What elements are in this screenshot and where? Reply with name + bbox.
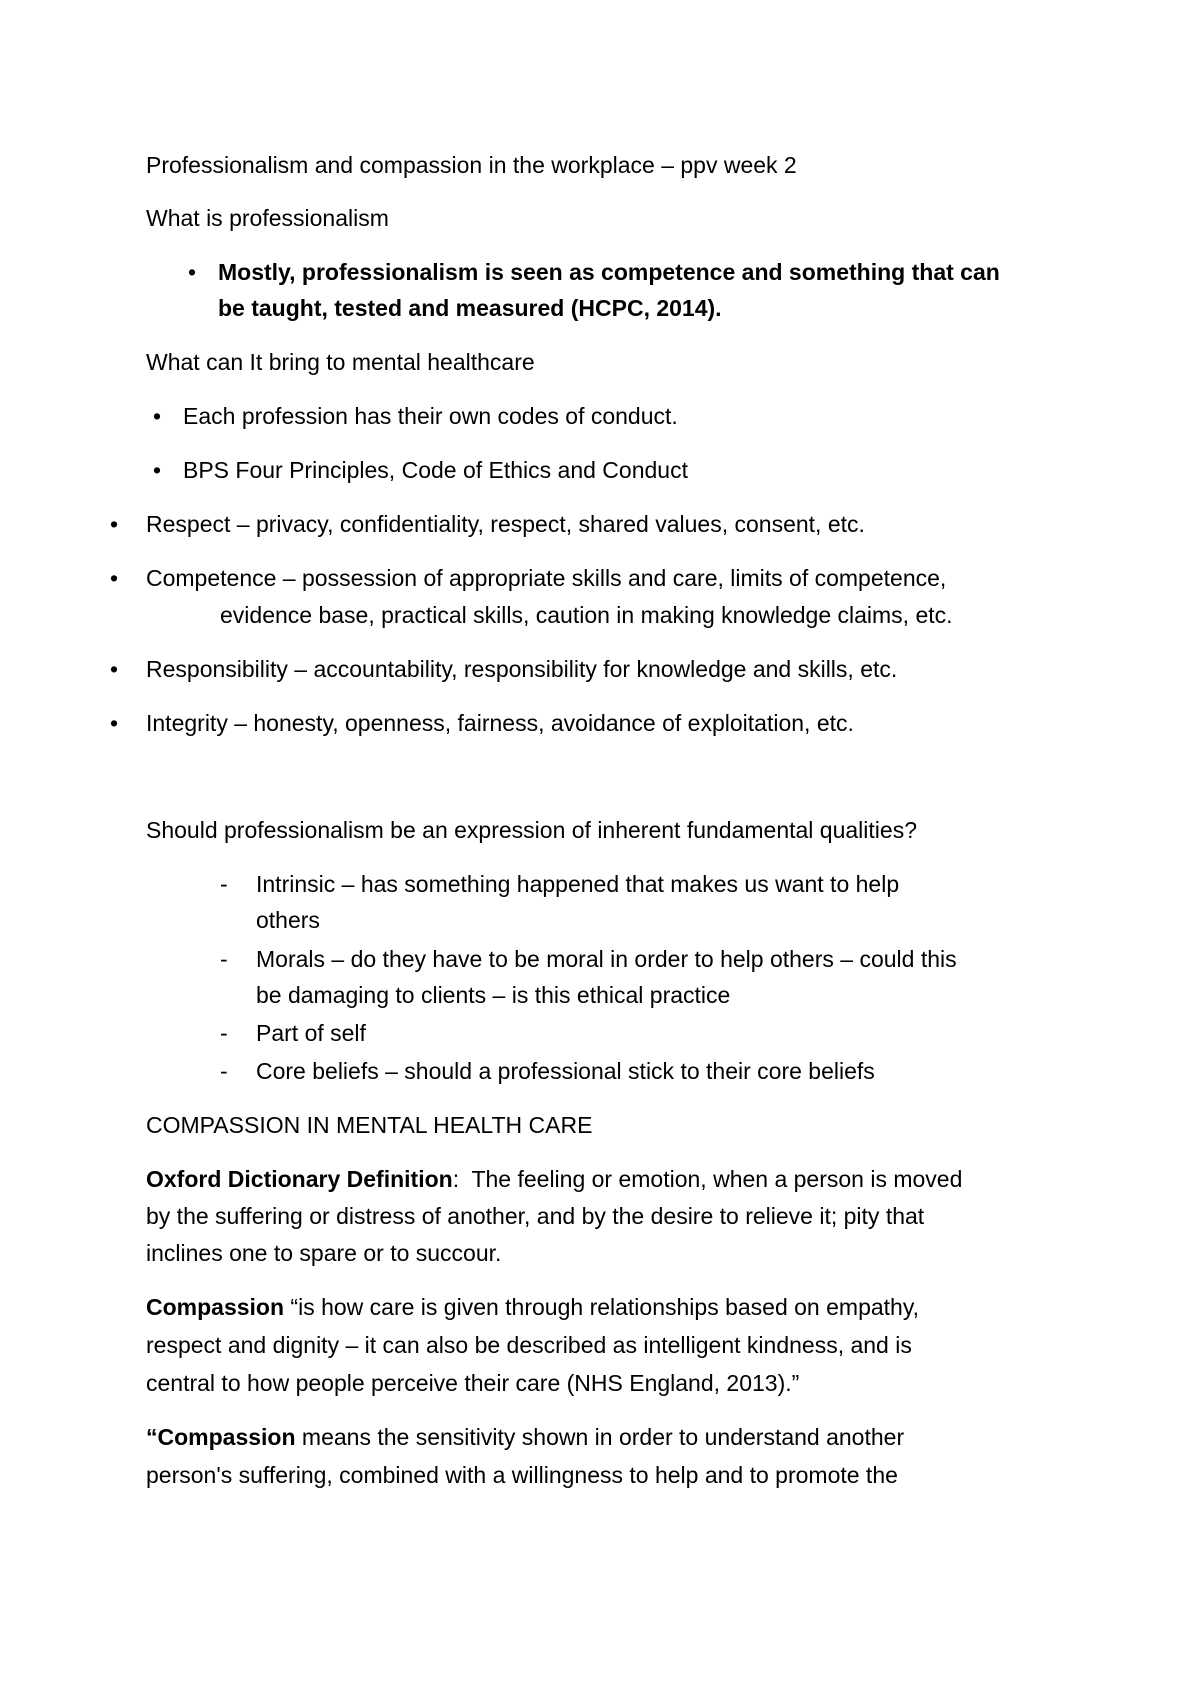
section-heading-compassion: COMPASSION IN MENTAL HEALTH CARE bbox=[146, 1112, 593, 1138]
principle-integrity: Integrity – honesty, openness, fairness, avoidance of exploitation, etc. bbox=[146, 710, 854, 736]
question-what-is-professionalism: What is professionalism bbox=[146, 205, 389, 231]
bold-bullet-line-1: Mostly, professionalism is seen as competence and something that can bbox=[218, 259, 1000, 285]
bullet-symbol: • bbox=[110, 511, 119, 537]
nhs-definition-line-1 bbox=[146, 1292, 919, 1322]
dash-item-core-beliefs: Core beliefs – should a professional stick to their core beliefs bbox=[256, 1058, 875, 1084]
principle-responsibility: Responsibility – accountability, responsibility for knowledge and skills, etc. bbox=[146, 656, 898, 682]
oxford-definition-line-2: by the suffering or distress of another, and by the desire to relieve it; pity that bbox=[146, 1203, 925, 1229]
dash-marker: - bbox=[220, 871, 228, 897]
question-mental-healthcare: What can It bring to mental healthcare bbox=[146, 349, 535, 375]
oxford-definition-line-3: inclines one to spare or to succour. bbox=[146, 1240, 502, 1266]
dash-item-intrinsic-line-1: Intrinsic – has something happened that makes us want to help bbox=[256, 871, 900, 897]
principle-competence-line-2: evidence base, practical skills, caution in making knowledge claims, etc. bbox=[220, 602, 953, 628]
dash-item-morals-line-2: be damaging to clients – is this ethical practice bbox=[256, 982, 731, 1008]
dash-item-morals-line-1: Morals – do they have to be moral in order to help others – could this bbox=[256, 946, 957, 972]
dash-marker: - bbox=[220, 1020, 228, 1046]
page-title: Professionalism and compassion in the workplace – ppv week 2 bbox=[146, 152, 797, 178]
sub-bullet-codes-of-conduct: Each profession has their own codes of conduct. bbox=[183, 403, 678, 429]
final-definition-line-2: person's suffering, combined with a willingness to help and to promote the bbox=[146, 1462, 898, 1488]
bullet-symbol: • bbox=[153, 457, 162, 483]
dash-marker: - bbox=[220, 1058, 228, 1084]
principle-competence-line-1: Competence – possession of appropriate skills and care, limits of competence, bbox=[146, 565, 947, 591]
dash-item-intrinsic-line-2: others bbox=[256, 907, 320, 933]
final-definition-text-1: means the sensitivity shown in order to understand another bbox=[295, 1424, 905, 1450]
bullet-symbol: • bbox=[153, 403, 162, 429]
oxford-definition-label: Oxford Dictionary Definition bbox=[146, 1166, 453, 1192]
dash-item-part-of-self: Part of self bbox=[256, 1020, 366, 1046]
question-inherent-qualities: Should professionalism be an expression of inherent fundamental qualities? bbox=[146, 817, 917, 843]
bold-bullet-line-2: be taught, tested and measured (HCPC, 2014). bbox=[218, 295, 722, 321]
oxford-definition-colon: : bbox=[452, 1166, 460, 1192]
sub-bullet-bps-principles: BPS Four Principles, Code of Ethics and Conduct bbox=[183, 457, 688, 483]
principle-respect: Respect – privacy, confidentiality, respect, shared values, consent, etc. bbox=[146, 511, 865, 537]
nhs-definition-line-2: respect and dignity – it can also be described as intelligent kindness, and is bbox=[146, 1332, 912, 1358]
nhs-definition-label: Compassion bbox=[146, 1294, 285, 1320]
final-open-quote: “ bbox=[146, 1424, 158, 1450]
final-definition-line-1 bbox=[146, 1422, 904, 1452]
oxford-definition-text-1: The feeling or emotion, when a person is moved bbox=[459, 1166, 963, 1192]
nhs-definition-line-3: central to how people perceive their care (NHS England, 2013).” bbox=[146, 1370, 800, 1396]
final-definition-label: Compassion bbox=[157, 1424, 296, 1450]
bullet-symbol: • bbox=[110, 710, 119, 736]
oxford-definition-line-1 bbox=[146, 1164, 962, 1194]
bullet-symbol: • bbox=[188, 259, 197, 285]
bullet-symbol: • bbox=[110, 656, 119, 682]
bullet-symbol: • bbox=[110, 565, 119, 591]
dash-marker: - bbox=[220, 946, 228, 972]
nhs-definition-text-1: “is how care is given through relationships based on empathy, bbox=[284, 1294, 920, 1320]
